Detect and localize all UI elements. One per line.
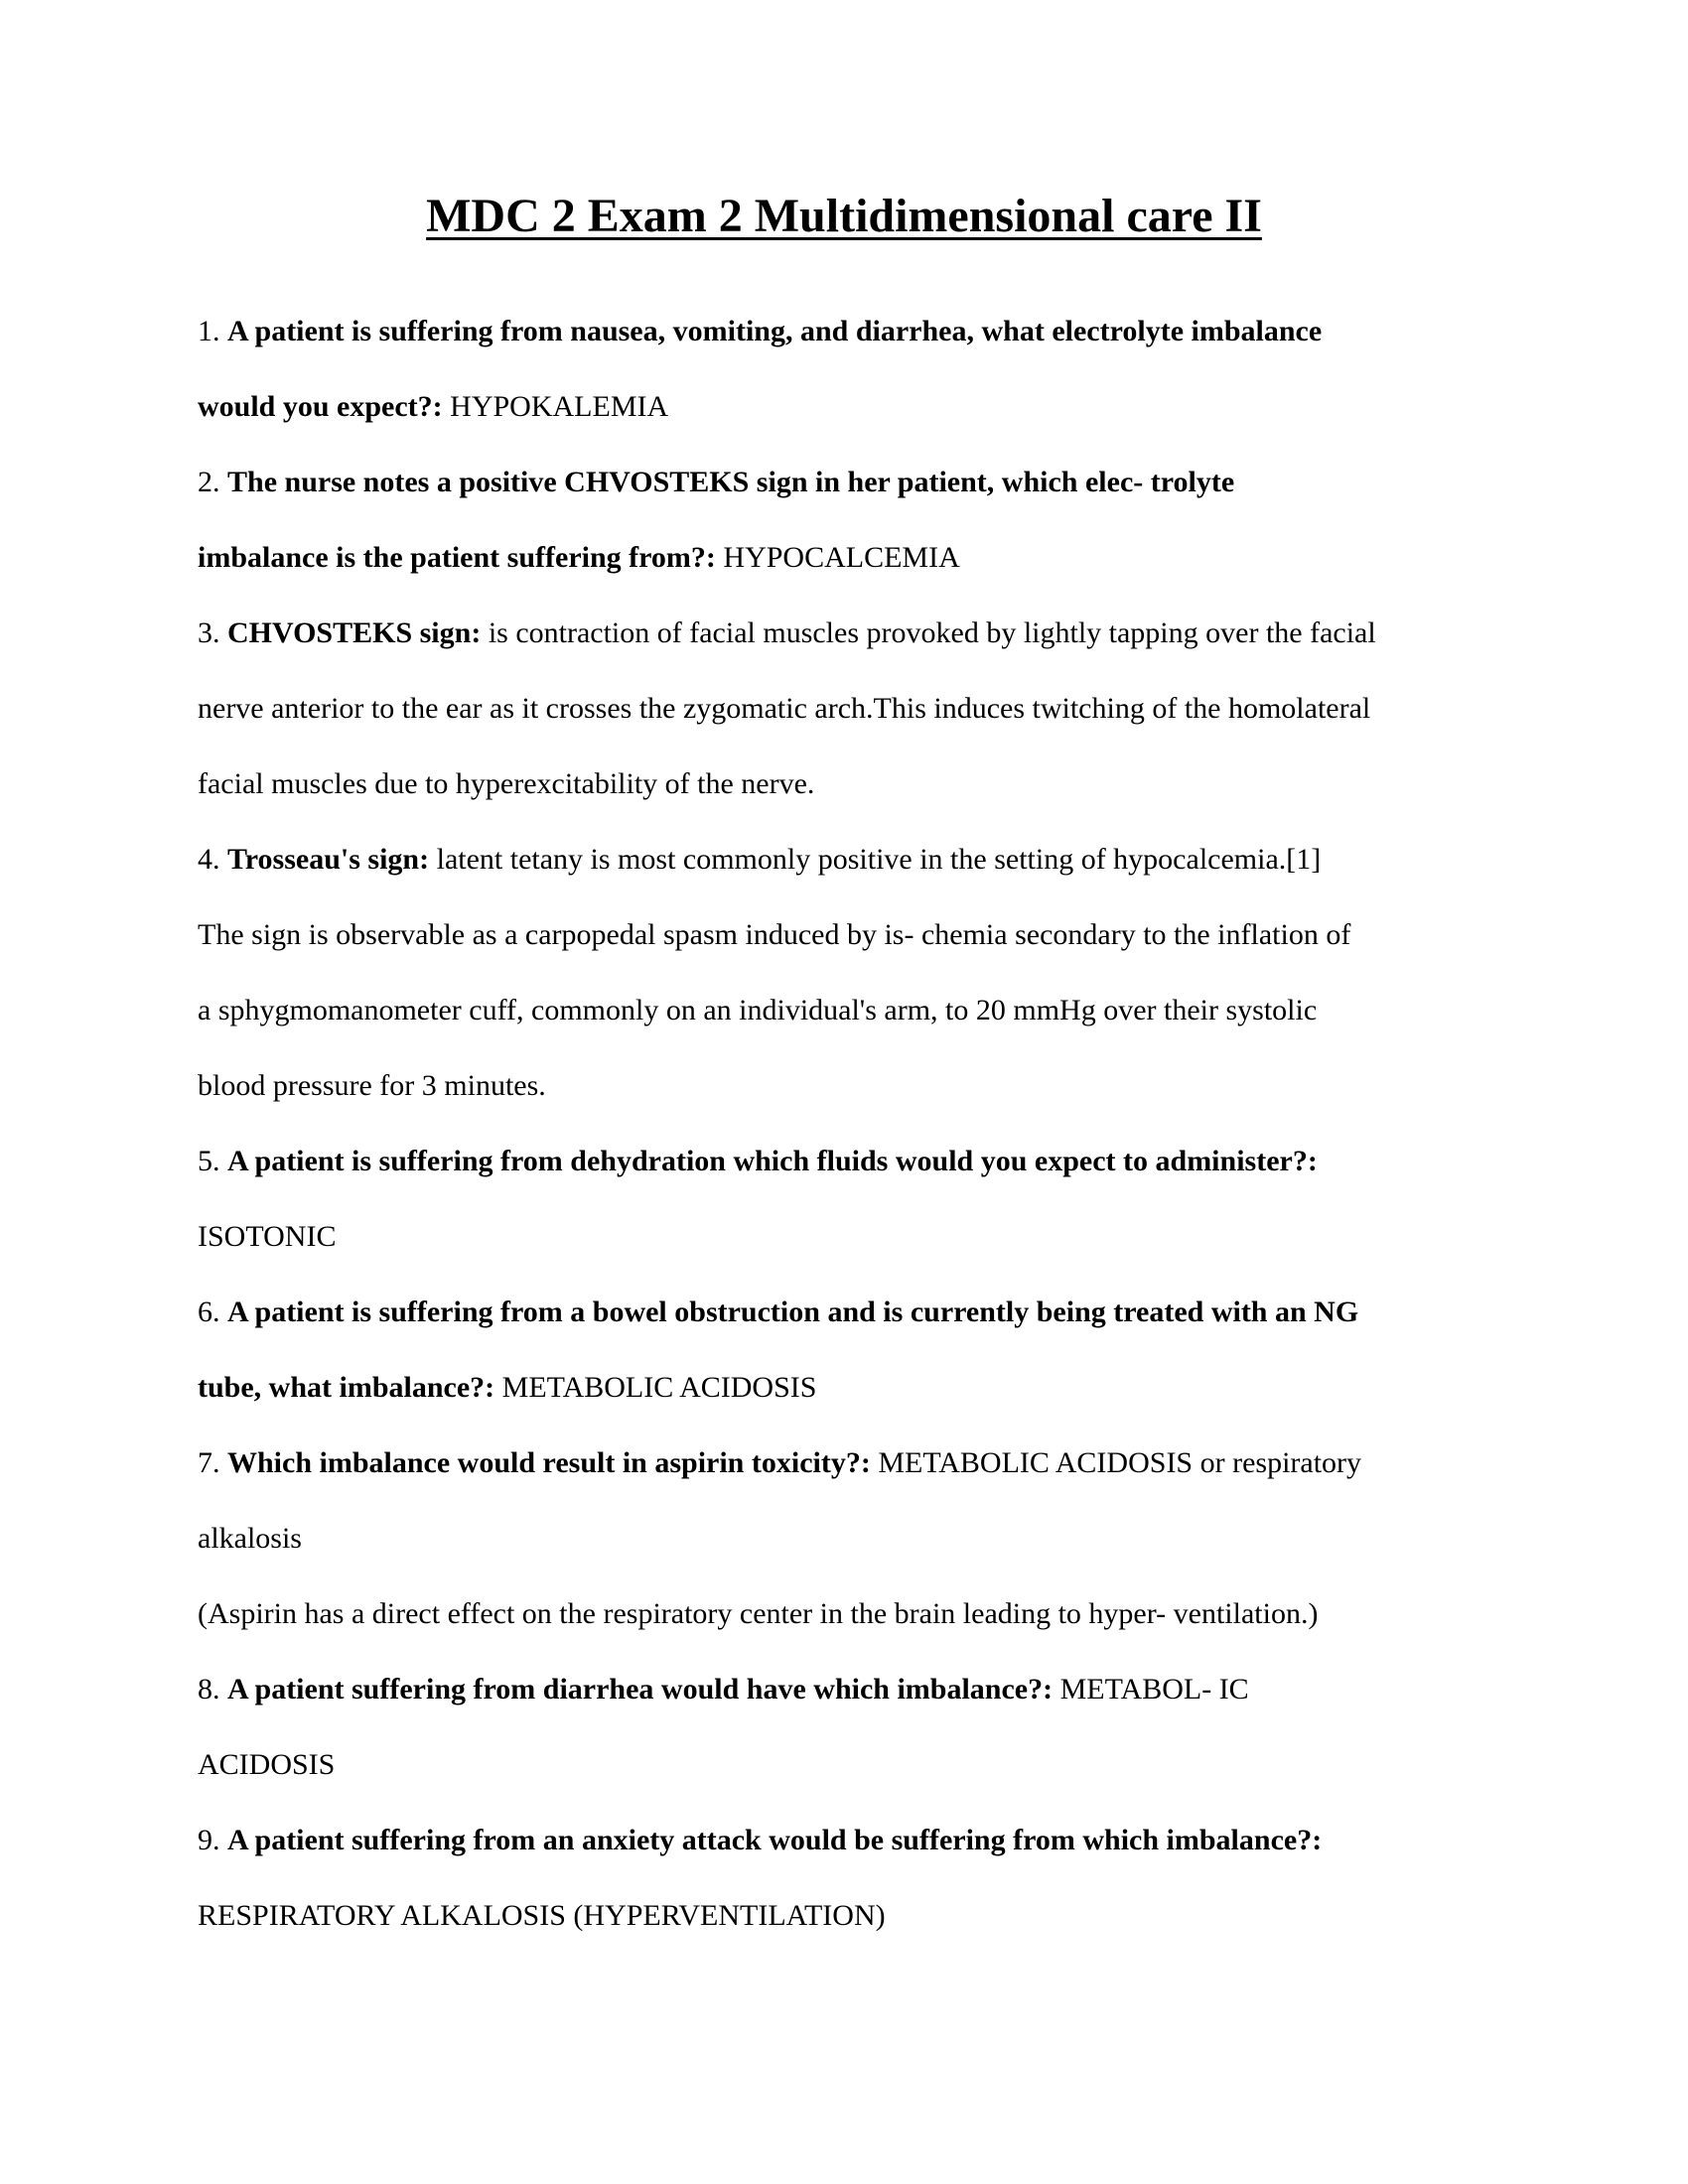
text-line — [198, 1576, 1508, 1652]
answer-text: (Aspirin has a direct effect on the respiratory center in the brain leading to hyper- ventilation.) — [198, 1597, 1319, 1630]
answer-text: 7. — [198, 1446, 227, 1479]
answer-text: 1. — [198, 315, 227, 347]
answer-text: 9. — [198, 1824, 227, 1856]
text-line — [198, 1199, 1508, 1275]
answer-text: ACIDOSIS — [198, 1748, 336, 1781]
answer-text: 6. — [198, 1296, 227, 1328]
answer-text: METABOL- IC — [1059, 1673, 1249, 1706]
answer-text: ISOTONIC — [198, 1220, 337, 1253]
answer-text: HYPOCALCEMIA — [723, 541, 960, 574]
answer-text: latent tetany is most commonly positive in the setting of hypocalcemia.[1] — [436, 843, 1322, 876]
text-line — [198, 369, 1508, 445]
answer-text: is contraction of facial muscles provoked by lightly tapping over the facial — [488, 616, 1376, 649]
answer-text: nerve anterior to the ear as it crosses the zygomatic arch.This induces twitching of the homolateral — [198, 692, 1371, 725]
question-text: would you expect?: — [198, 390, 451, 423]
text-line — [198, 822, 1508, 897]
question-text: A patient suffering from an anxiety attack would be suffering from which imbalance?: — [227, 1824, 1323, 1856]
answer-text: alkalosis — [198, 1522, 302, 1555]
question-text: A patient is suffering from nausea, vomiting, and diarrhea, what electrolyte imbalance — [227, 315, 1323, 347]
question-text: Trosseau's sign: — [227, 843, 437, 876]
question-text: A patient is suffering from dehydration which fluids would you expect to administer?: — [227, 1145, 1318, 1177]
text-line — [198, 1878, 1508, 1954]
answer-text: 8. — [198, 1673, 227, 1706]
text-line — [198, 520, 1508, 596]
question-text: The nurse notes a positive CHVOSTEKS sign in her patient, which elec- trolyte — [227, 466, 1235, 498]
question-text: imbalance is the patient suffering from?: — [198, 541, 724, 574]
answer-text: RESPIRATORY ALKALOSIS (HYPERVENTILATION) — [198, 1899, 886, 1932]
text-line — [198, 973, 1508, 1048]
text-line — [198, 445, 1508, 520]
answer-text: 5. — [198, 1145, 227, 1177]
text-line — [198, 1275, 1508, 1350]
text-line — [198, 671, 1508, 747]
answer-text: blood pressure for 3 minutes. — [198, 1069, 546, 1102]
text-line — [198, 294, 1508, 369]
answer-text: HYPOKALEMIA — [450, 390, 669, 423]
answer-text: a sphygmomanometer cuff, commonly on an individual's arm, to 20 mmHg over their systolic — [198, 994, 1318, 1026]
answer-text: 3. — [198, 616, 227, 649]
answer-text: METABOLIC ACIDOSIS — [501, 1371, 817, 1404]
answer-text: 2. — [198, 466, 227, 498]
question-text: tube, what imbalance?: — [198, 1371, 502, 1404]
text-line — [198, 1727, 1508, 1803]
text-line — [198, 1501, 1508, 1576]
text-line — [198, 596, 1508, 671]
text-line — [198, 1350, 1508, 1426]
text-line — [198, 1426, 1508, 1501]
page-title: MDC 2 Exam 2 Multidimensional care II — [426, 190, 1262, 242]
question-text: A patient is suffering from a bowel obstruction and is currently being treated with an NG — [227, 1296, 1359, 1328]
text-line — [198, 1124, 1508, 1199]
document-body — [198, 294, 1508, 1954]
answer-text: facial muscles due to hyperexcitability of the nerve. — [198, 767, 815, 800]
text-line — [198, 747, 1508, 822]
text-line — [198, 897, 1508, 973]
question-text: CHVOSTEKS sign: — [227, 616, 489, 649]
question-text: A patient suffering from diarrhea would have which imbalance?: — [227, 1673, 1060, 1706]
text-line — [198, 1803, 1508, 1878]
answer-text: METABOLIC ACIDOSIS or respiratory — [878, 1446, 1362, 1479]
text-line — [198, 1652, 1508, 1727]
text-line — [198, 1048, 1508, 1124]
answer-text: The sign is observable as a carpopedal spasm induced by is- chemia secondary to the inflation of — [198, 918, 1351, 951]
answer-text: 4. — [198, 843, 227, 876]
question-text: Which imbalance would result in aspirin toxicity?: — [227, 1446, 879, 1479]
